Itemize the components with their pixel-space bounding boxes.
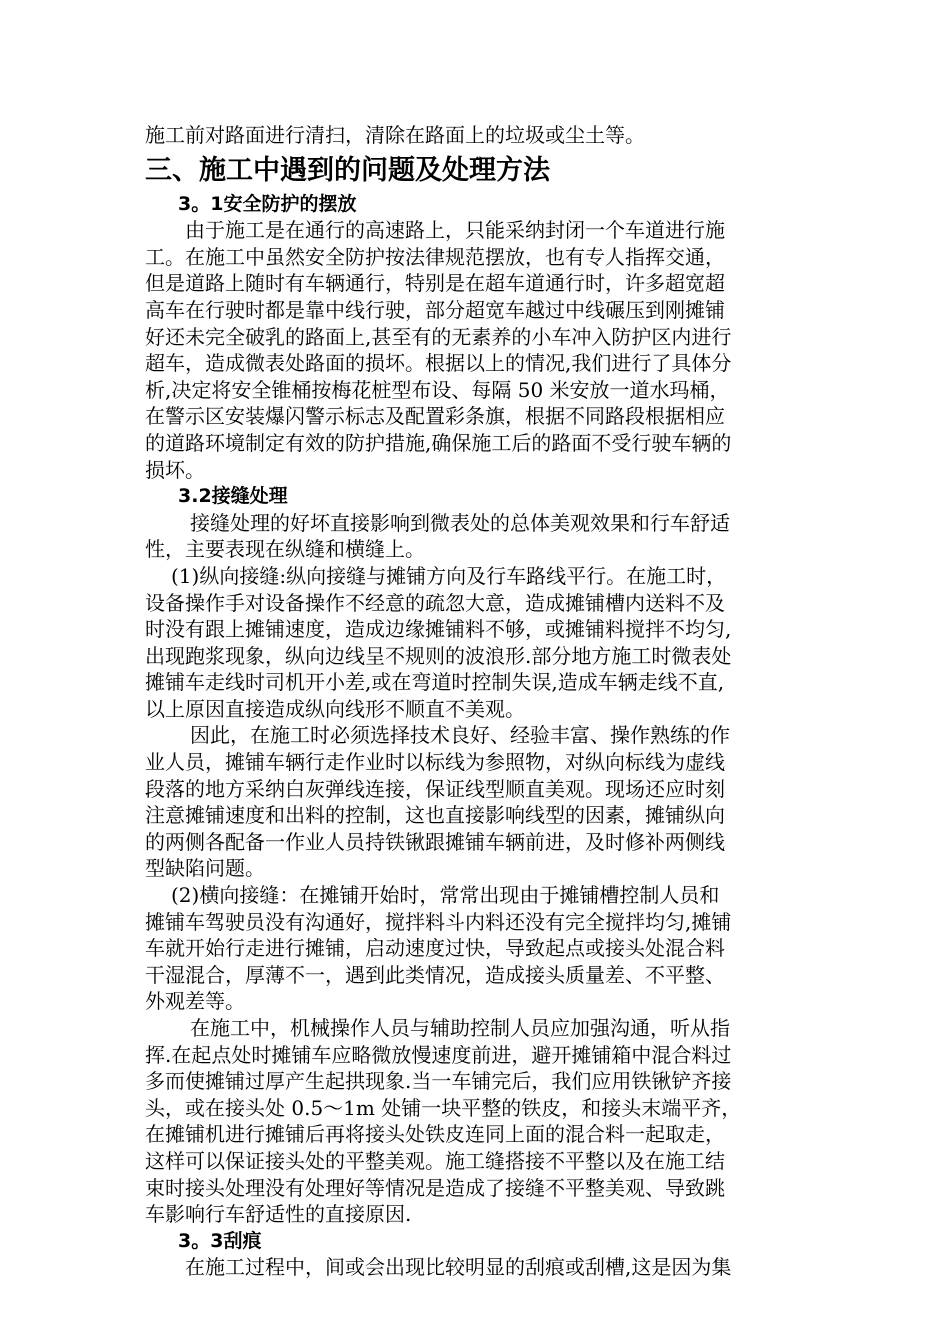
paragraph-line: 的两侧各配备一作业人员持铁锹跟摊铺车辆前进，及时修补两侧线	[145, 829, 725, 854]
paragraph-line: 多而使摊铺过厚产生起拱现象.当一车铺完后，我们应用铁锹铲齐接	[145, 1069, 732, 1094]
paragraph-line: 时没有跟上摊铺速度，造成边缘摊铺料不够，或摊铺料搅拌不均匀,	[145, 617, 732, 642]
paragraph-line: 因此，在施工时必须选择技术良好、经验丰富、操作熟练的作	[190, 723, 730, 748]
paragraph-line: 析,决定将安全锥桶按梅花桩型布设、每隔 50 米安放一道水玛桶，	[145, 377, 730, 402]
paragraph-line: (2)横向接缝：在摊铺开始时，常常出现由于摊铺槽控制人员和	[171, 883, 720, 908]
subsection-heading: 3。3刮痕	[178, 1229, 262, 1252]
paragraph-line: 在摊铺机进行摊铺后再将接头处铁皮连同上面的混合料一起取走，	[145, 1122, 725, 1147]
paragraph-line: 设备操作手对设备操作不经意的疏忽大意，造成摊铺槽内送料不及	[145, 590, 725, 615]
paragraph-line: 头，或在接头处 0.5～1m 处铺一块平整的铁皮，和接头末端平齐，	[145, 1095, 742, 1120]
paragraph-line: 损坏。	[145, 457, 205, 482]
paragraph-line: 车就开始行走进行摊铺，启动速度过快，导致起点或接头处混合料	[145, 936, 725, 961]
paragraph-line: 但是道路上随时有车辆通行，特别是在超车道通行时，许多超宽超	[145, 271, 725, 296]
paragraph-line: 注意摊铺速度和出料的控制，这也直接影响线型的因素，摊铺纵向	[145, 803, 725, 828]
paragraph-line: 的道路环境制定有效的防护措施,确保施工后的路面不受行驶车辆的	[145, 430, 732, 455]
paragraph-line: 出现跑浆现象，纵向边线呈不规则的波浪形.部分地方施工时微表处	[145, 643, 732, 668]
paragraph-line: 超车，造成微表处路面的损坏。根据以上的情况,我们进行了具体分	[145, 351, 732, 376]
paragraph-line: 段落的地方采纳白灰弹线连接，保证线型顺直美观。现场还应时刻	[145, 776, 725, 801]
paragraph-line: 施工前对路面进行清扫，清除在路面上的垃圾或尘土等。	[145, 123, 645, 147]
paragraph-line: 在施工过程中，间或会出现比较明显的刮痕或刮槽,这是因为集	[185, 1255, 732, 1280]
paragraph-line: 由于施工是在通行的高速路上，只能采纳封闭一个车道进行施	[185, 218, 725, 243]
paragraph-line: 车影响行车舒适性的直接原因.	[145, 1202, 412, 1227]
document-body	[145, 122, 825, 1281]
subsection-heading: 3。1安全防护的摆放	[178, 192, 357, 215]
paragraph-line: 业人员，摊铺车辆行走作业时以标线为参照物，对纵向标线为虚线	[145, 750, 725, 775]
paragraph-line: 工。在施工中虽然安全防护按法律规范摆放，也有专人指挥交通，	[145, 244, 725, 269]
paragraph-line: 在施工中，机械操作人员与辅助控制人员应加强沟通，听从指	[190, 1016, 730, 1040]
paragraph-line: 高车在行驶时都是靠中线行驶，部分超宽车越过中线碾压到刚摊铺	[145, 297, 725, 322]
paragraph-line: 挥.在起点处时摊铺车应略微放慢速度前进，避开摊铺箱中混合料过	[145, 1042, 732, 1067]
paragraph-line: 接缝处理的好坏直接影响到微表处的总体美观效果和行车舒适	[190, 510, 730, 535]
paragraph-line: 外观差等。	[145, 989, 245, 1014]
paragraph-line: 这样可以保证接头处的平整美观。施工缝搭接不平整以及在施工结	[145, 1148, 725, 1173]
paragraph-line: 干湿混合，厚薄不一，遇到此类情况，造成接头质量差、不平整、	[145, 962, 725, 987]
paragraph-line: 性，主要表现在纵缝和横缝上。	[145, 537, 425, 562]
paragraph-line: 摊铺车走线时司机开小差,或在弯道时控制失误,造成车辆走线不直,	[145, 670, 725, 695]
subsection-heading: 3.2接缝处理	[178, 485, 288, 508]
paragraph-line: 好还未完全破乳的路面上,甚至有的无素养的小车冲入防护区内进行	[145, 324, 732, 349]
paragraph-line: 以上原因直接造成纵向线形不顺直不美观。	[145, 696, 525, 721]
paragraph-line: 摊铺车驾驶员没有沟通好，搅拌料斗内料还没有完全搅拌均匀,摊铺	[145, 909, 732, 934]
paragraph-line: 束时接头处理没有处理好等情况是造成了接缝不平整美观、导致跳	[145, 1175, 725, 1200]
section-heading: 三、施工中遇到的问题及处理方法	[145, 154, 550, 186]
paragraph-line: 在警示区安装爆闪警示标志及配置彩条旗，根据不同路段根据相应	[145, 404, 725, 429]
paragraph-line: (1)纵向接缝:纵向接缝与摊铺方向及行车路线平行。在施工时，	[171, 563, 727, 588]
paragraph-line: 型缺陷问题。	[145, 856, 265, 881]
